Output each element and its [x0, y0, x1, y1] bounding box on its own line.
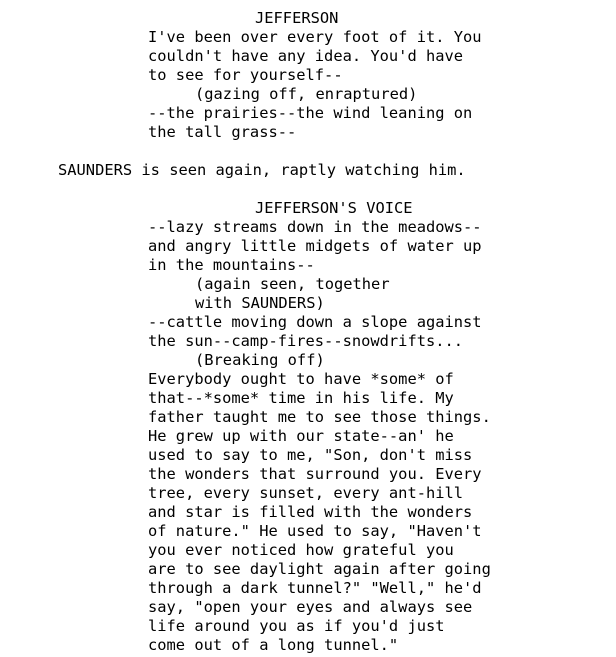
dialogue-line: say, "open your eyes and always see — [148, 598, 473, 616]
dialogue-line: father taught me to see those things. — [148, 408, 491, 426]
dialogue-line: the wonders that surround you. Every — [148, 465, 482, 483]
dialogue-line: and angry little midgets of water up — [148, 237, 482, 255]
dialogue-line: I've been over every foot of it. You — [148, 28, 482, 46]
dialogue-line: to see for yourself-- — [148, 66, 343, 84]
character-name-jefferson: JEFFERSON — [255, 9, 339, 27]
dialogue-line: --lazy streams down in the meadows-- — [148, 218, 482, 236]
parenthetical: (again seen, together — [195, 275, 390, 293]
parenthetical: with SAUNDERS) — [195, 294, 325, 312]
dialogue-line: tree, every sunset, every ant-hill — [148, 484, 464, 502]
dialogue-line: Everybody ought to have *some* of — [148, 370, 454, 388]
dialogue-line: come out of a long tunnel." — [148, 636, 399, 654]
dialogue-line: the sun--camp-fires--snowdrifts... — [148, 332, 464, 350]
dialogue-line: used to say to me, "Son, don't miss — [148, 446, 473, 464]
dialogue-line: He grew up with our state--an' he — [148, 427, 454, 445]
dialogue-line: and star is filled with the wonders — [148, 503, 473, 521]
dialogue-line: are to see daylight again after going — [148, 560, 491, 578]
character-name-jeffersons-voice: JEFFERSON'S VOICE — [255, 199, 413, 217]
dialogue-line: in the mountains-- — [148, 256, 315, 274]
dialogue-line: couldn't have any idea. You'd have — [148, 47, 464, 65]
action-line: SAUNDERS is seen again, raptly watching him. — [58, 161, 466, 179]
parenthetical: (Breaking off) — [195, 351, 325, 369]
parenthetical: (gazing off, enraptured) — [195, 85, 418, 103]
dialogue-line: you ever noticed how grateful you — [148, 541, 454, 559]
dialogue-line: --cattle moving down a slope against — [148, 313, 482, 331]
dialogue-line: that--*some* time in his life. My — [148, 389, 454, 407]
dialogue-line: life around you as if you'd just — [148, 617, 445, 635]
dialogue-line: --the prairies--the wind leaning on — [148, 104, 473, 122]
dialogue-line: of nature." He used to say, "Haven't — [148, 522, 482, 540]
dialogue-line: the tall grass-- — [148, 123, 297, 141]
dialogue-line: through a dark tunnel?" "Well," he'd — [148, 579, 482, 597]
